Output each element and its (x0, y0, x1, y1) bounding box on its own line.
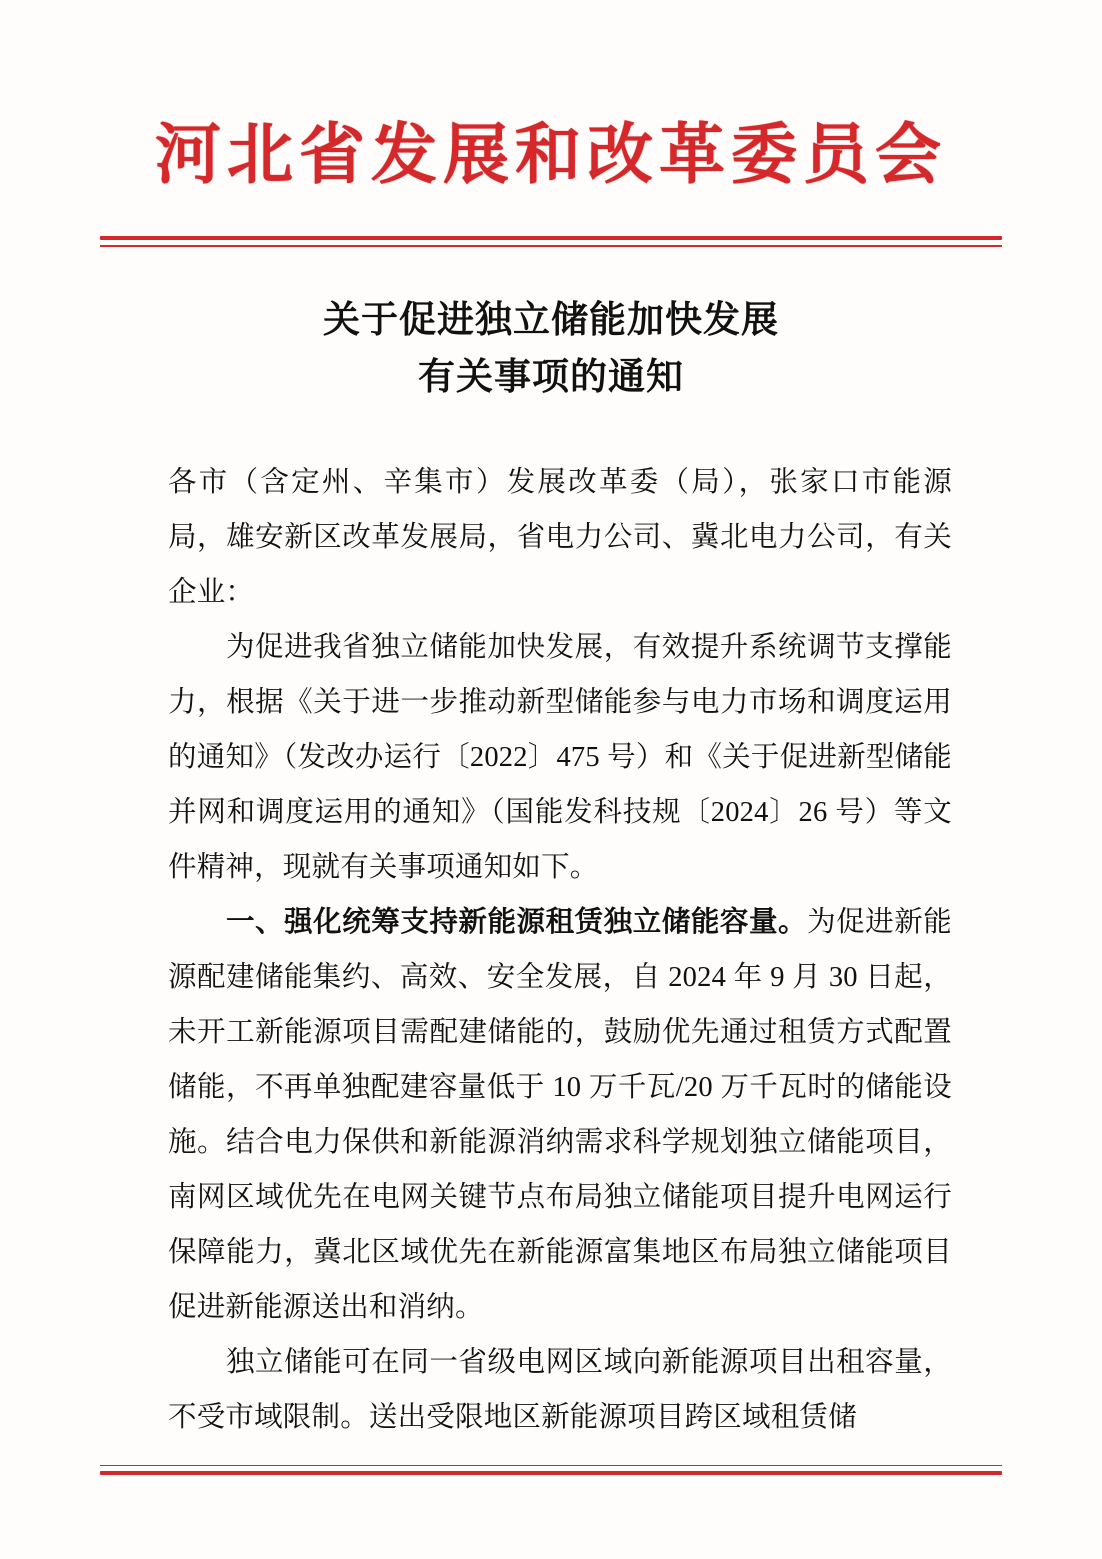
section-one-paragraph-2: 独立储能可在同一省级电网区域向新能源项目出租容量，不受市域限制。送出受限地区新能源项目跨区域租赁储 (168, 1347, 952, 1433)
header-rule-top (100, 236, 1002, 247)
section-one-paragraph (168, 895, 952, 1335)
recipients-paragraph: 各市（含定州、辛集市）发展改革委（局），张家口市能源局，雄安新区改革发展局，省电力公司、冀北电力公司，有关企业： (168, 467, 952, 608)
footer-rule-thin (100, 1465, 1002, 1467)
footer-rule-thick (100, 1471, 1002, 1475)
section-one-heading: 一、强化统筹支持新能源租赁独立储能容量。 (226, 907, 808, 938)
header-rule-thin (100, 245, 1002, 247)
footer-rule-bottom (100, 1465, 1002, 1476)
document-title-line-2: 有关事项的通知 (418, 357, 684, 399)
document-title-line-1: 关于促进独立储能加快发展 (323, 300, 779, 341)
document-body (168, 455, 952, 1445)
header-rule-thick (100, 236, 1002, 240)
letterhead (0, 118, 1102, 194)
document-title (160, 292, 942, 407)
issuing-organization: 河北省发展和改革委员会 (155, 119, 947, 192)
section-one-body: 为促进新能源配建储能集约、高效、安全发展，自 2024 年 9 月 30 日起，未开工新能源项目需配建储能的，鼓励优先通过租赁方式配置储能，不再单独配建容量低于 10 万千瓦/20 万千瓦时的储能设施。结合电力保供和新能源消纳需求科学规划独立储能项目，南网区域优先在电网关键节点布局独立储能项目提升电网运行保障能力，冀北区域优先在新能源富集地区布局独立储能项目促进新能源送出和消纳。 (168, 907, 952, 1323)
body-paragraph-1: 为促进我省独立储能加快发展，有效提升系统调节支撑能力，根据《关于进一步推动新型储能参与电力市场和调度运用的通知》（发改办运行〔2022〕475 号）和《关于促进新型储能并网和调度运用的通知》（国能发科技规〔2024〕26 号）等文件精神，现就有关事项通知如下。 (168, 632, 952, 883)
